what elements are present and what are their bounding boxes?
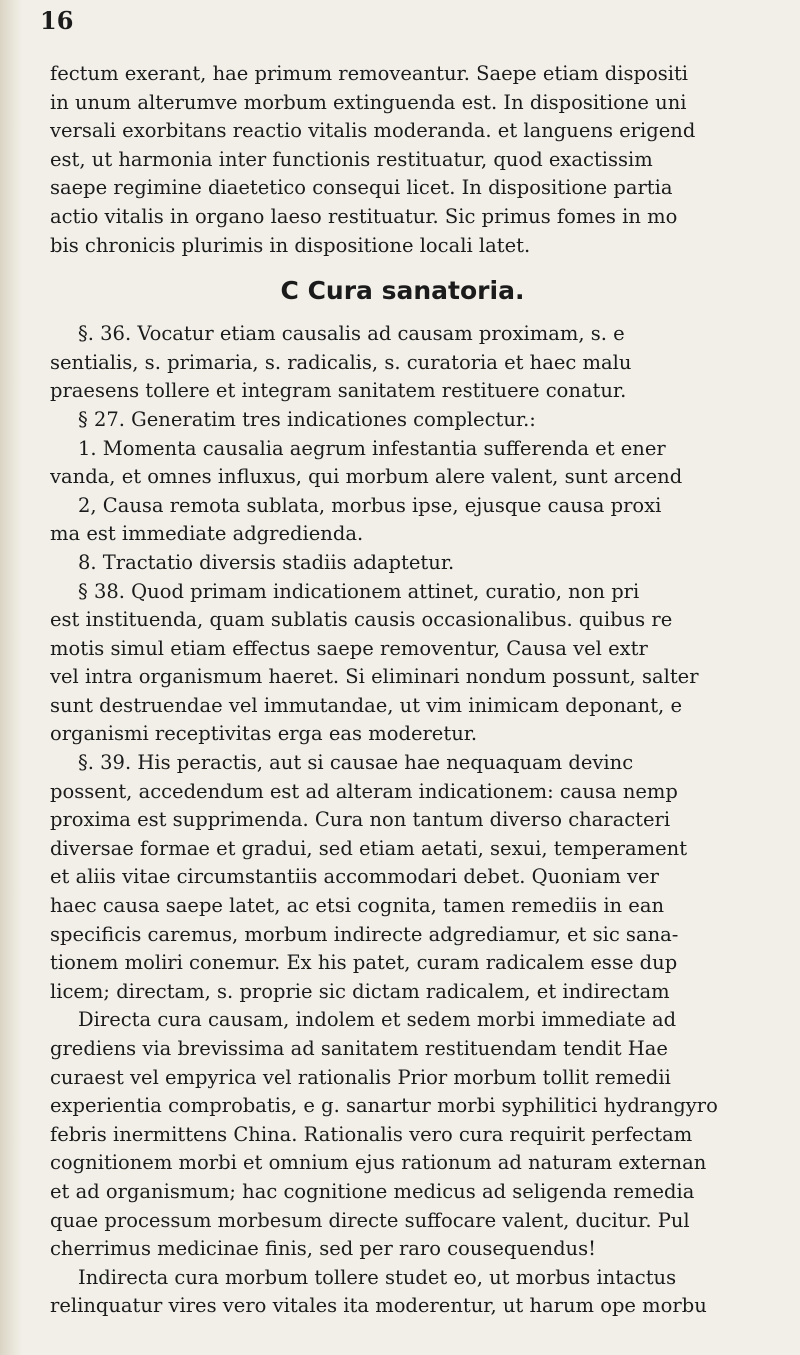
text-line: bis chronicis plurimis in dispositione locali latet. [50,233,531,257]
text-line: § 38. Quod primam indicationem attinet, curatio, non pri [78,579,640,603]
text-line: licem; directam, s. proprie sic dictam radicalem, et indirectam [50,979,670,1003]
text-line: et aliis vitae circumstantiis accommodari debet. Quoniam ver [50,865,659,889]
text-line: experientia comprobatis, e g. sanartur morbi syphilitici hydrangyro [50,1094,718,1118]
text-line: relinquatur vires vero vitales ita moderentur, ut harum ope morbu [50,1294,707,1318]
text-line: saepe regimine diaetetico consequi licet. In dispositione partia [50,176,673,200]
text-line: fectum exerant, hae primum removeantur. Saepe etiam dispositi [50,62,689,85]
text-line: vel intra organismum haeret. Si eliminari nondum possunt, salter [50,665,699,689]
text-line: est instituenda, quam sublatis causis occasionalibus. quibus re [50,608,673,632]
text-line: specificis caremus, morbum indirecte adgrediamur, et sic sana- [50,922,679,946]
text-line: in unum alterumve morbum extinguenda est. In dispositione uni [50,90,687,114]
text-line: diversae formae et gradui, sed etiam aetati, sexui, temperament [50,836,688,860]
text-line: 2, Causa remota sublata, morbus ipse, ejusque causa proxi [78,493,662,517]
text-line: tionem moliri conemur. Ex his patet, curam radicalem esse dup [50,951,678,975]
text-line: Indirecta cura morbum tollere studet eo, ut morbus intactus [78,1265,677,1289]
text-line: quae processum morbesum directe suffocare valent, ducitur. Pul [50,1208,690,1232]
text-line: haec causa saepe latet, ac etsi cognita, tamen remediis in ean [50,894,665,918]
page-binding-edge [0,0,22,1355]
text-line: Directa cura causam, indolem et sedem morbi immediate ad [78,1008,677,1032]
text-line: praesens tollere et integram sanitatem restituere conatur. [50,379,627,403]
text-line: ma est immediate adgredienda. [50,522,364,546]
text-line: versali exorbitans reactio vitalis moderanda. et languens erigend [50,119,696,143]
text-line: cognitionem morbi et omnium ejus rationum ad naturam externan [50,1151,707,1175]
text-line: febris inermittens China. Rationalis vero cura requirit perfectam [50,1122,693,1146]
text-line: organismi receptivitas erga eas moderetur. [50,722,478,746]
text-line: proxima est supprimenda. Cura non tantum diverso characteri [50,808,671,832]
text-line: et ad organismum; hac cognitione medicus ad seligenda remedia [50,1179,695,1203]
text-line: motis simul etiam effectus saepe removentur, Causa vel extr [50,636,648,660]
text-line: possent, accedendum est ad alteram indicationem: causa nemp [50,779,678,803]
section-heading: C Cura sanatoria. [280,276,525,306]
text-line: vanda, et omnes influxus, qui morbum alere valent, sunt arcend [50,465,683,489]
text-line: sunt destruendae vel immutandae, ut vim inimicam deponant, e [50,693,682,717]
text-line: 1. Momenta causalia aegrum infestantia sufferenda et ener [78,436,666,460]
text-line: est, ut harmonia inter functionis restituatur, quod exactissim [50,147,653,171]
text-line: 8. Tractatio diversis stadiis adaptetur. [78,550,455,574]
text-line: sentialis, s. primaria, s. radicalis, s. curatoria et haec malu [50,350,632,374]
text-line: actio vitalis in organo laeso restituatur. Sic primus fomes in mo [50,204,678,228]
text-line: grediens via brevissima ad sanitatem restituendam tendit Hae [50,1037,668,1060]
body-paragraphs [50,320,795,1321]
document-text [50,60,795,1321]
intro-paragraph [50,60,795,260]
text-line: § 27. Generatim tres indicationes complectur.: [78,407,536,431]
text-line: cherrimus medicinae finis, sed per raro cousequendus! [50,1237,596,1261]
text-line: curaest vel empyrica vel rationalis Prior morbum tollit remedii [50,1065,671,1089]
page-number: 16 [40,6,74,35]
text-line: §. 39. His peractis, aut si causae hae nequaquam devinc [78,751,634,775]
text-line: §. 36. Vocatur etiam causalis ad causam proximam, s. e [78,322,625,346]
